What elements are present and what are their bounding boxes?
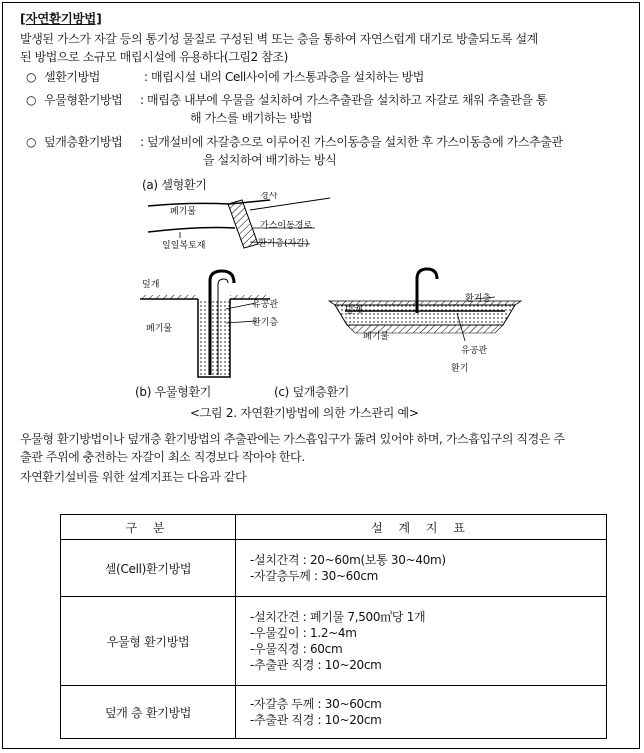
table-row xyxy=(61,686,607,739)
label-cover-soil: 일일복토재 xyxy=(162,241,206,251)
bullet-3-desc-1: : 덮개설비에 자갈층으로 이루어진 가스이동층을 설치한 후 가스이동층에 가스추출관 xyxy=(140,135,563,149)
section-title: [자연환기방법] xyxy=(20,11,102,26)
label-gas-path: 가스이동경로 xyxy=(260,221,313,231)
label-waste-c: 폐기물 xyxy=(363,332,390,342)
bullet-icon: ○ xyxy=(26,70,37,84)
table-row-label: 셀(Cell)환기방법 xyxy=(61,540,236,597)
label-vent-layer-b: 환기층 xyxy=(252,318,279,328)
figure-caption-b: (b) 우물형환기 xyxy=(135,385,212,399)
bullet-3-name: 덮개층환기방법 xyxy=(44,135,123,149)
bullet-icon: ○ xyxy=(26,93,37,107)
table-cell-item: -설치간견 : 폐기물 7,500㎥당 1개 xyxy=(250,610,426,624)
table-row-values xyxy=(236,597,607,686)
body-line-3: 자연환기설비를 위한 설계지표는 다음과 같다 xyxy=(20,470,247,484)
label-waste-b: 폐기물 xyxy=(146,324,173,334)
bullet-icon: ○ xyxy=(26,135,37,149)
table-header-criteria: 설 계 지 표 xyxy=(236,515,607,540)
table-cell-item: -우물직경 : 60cm xyxy=(250,642,343,656)
intro-line-1: 발생된 가스가 자갈 등의 통기성 물질로 구성된 벽 또는 층을 통하여 자연스럽게 대기로 방출되도록 설계 xyxy=(20,32,538,46)
table-cell-item: -설치간격 : 20~60m(보통 30~40m) xyxy=(250,553,446,567)
figure-caption: <그림 2. 자연환기방법에 의한 가스관리 예> xyxy=(190,406,419,420)
label-slope: 경사 xyxy=(260,192,278,201)
table-row-values xyxy=(236,540,607,597)
label-perforated-c: 유공관 xyxy=(461,346,488,356)
table-cell-item: -자갈층 두께 : 30~60cm xyxy=(250,697,382,711)
table-cell-item: -우물깊이 : 1.2~4m xyxy=(250,626,357,640)
table-row xyxy=(61,540,607,597)
design-criteria-table xyxy=(60,514,607,739)
table-header-row xyxy=(61,515,607,540)
label-cover-b: 덮개 xyxy=(142,280,160,290)
label-waste: 폐기물 xyxy=(170,207,197,217)
figure-caption-c: (c) 덮개층환기 xyxy=(274,385,350,399)
body-line-2: 출관 주위에 충전하는 자갈이 최소 직경보다 작아야 한다. xyxy=(20,450,305,464)
table-cell-item: -추출관 직경 : 10~20cm xyxy=(250,658,382,672)
bullet-2-desc-2: 해 가스를 배기하는 방법 xyxy=(190,111,313,125)
bullet-1-name: 셀환기방법 xyxy=(44,70,100,84)
table-cell-item: -자갈층두께 : 30~60cm xyxy=(250,569,379,583)
bullet-1-desc: : 매립시설 내의 Cell사이에 가스통과층을 설치하는 방법 xyxy=(144,70,424,84)
table-cell-item: -추출관 직경 : 10~20cm xyxy=(250,713,382,727)
label-vent-gravel: 환기층(자갈) xyxy=(258,239,309,249)
body-line-1: 우물형 환기방법이나 덮개층 환기방법의 추출관에는 가스흡입구가 뚫려 있어야 하며, 가스흡입구의 직경은 주 xyxy=(20,432,565,446)
label-vent-layer-c: 환기층 xyxy=(465,294,492,304)
table-row xyxy=(61,597,607,686)
cell-venting-diagram xyxy=(140,192,370,258)
table-row-label: 덮개 층 환기방법 xyxy=(61,686,236,739)
table-row-label: 우물형 환기방법 xyxy=(61,597,236,686)
table-header-category: 구 분 xyxy=(61,515,236,540)
bullet-2-desc-1: : 매립층 내부에 우물을 설치하여 가스추출관을 설치하고 자갈로 채워 추출관을 통 xyxy=(140,93,548,107)
bullet-3-desc-2: 을 설치하여 배기하는 방식 xyxy=(203,153,337,167)
well-venting-diagram xyxy=(140,265,280,380)
label-perforated-b: 유공관 xyxy=(252,300,279,310)
bullet-2-name: 우물형환기방법 xyxy=(44,93,123,107)
intro-line-2: 된 방법으로 소규모 매립시설에 유용하다(그림2 참조) xyxy=(20,50,288,64)
figure-caption-a: (a) 셀형환기 xyxy=(142,178,207,192)
label-vent-c: 환기 xyxy=(451,364,469,374)
label-cover-c: 덮개 xyxy=(345,306,363,316)
table-row-values xyxy=(236,686,607,739)
cover-venting-diagram xyxy=(325,265,525,380)
